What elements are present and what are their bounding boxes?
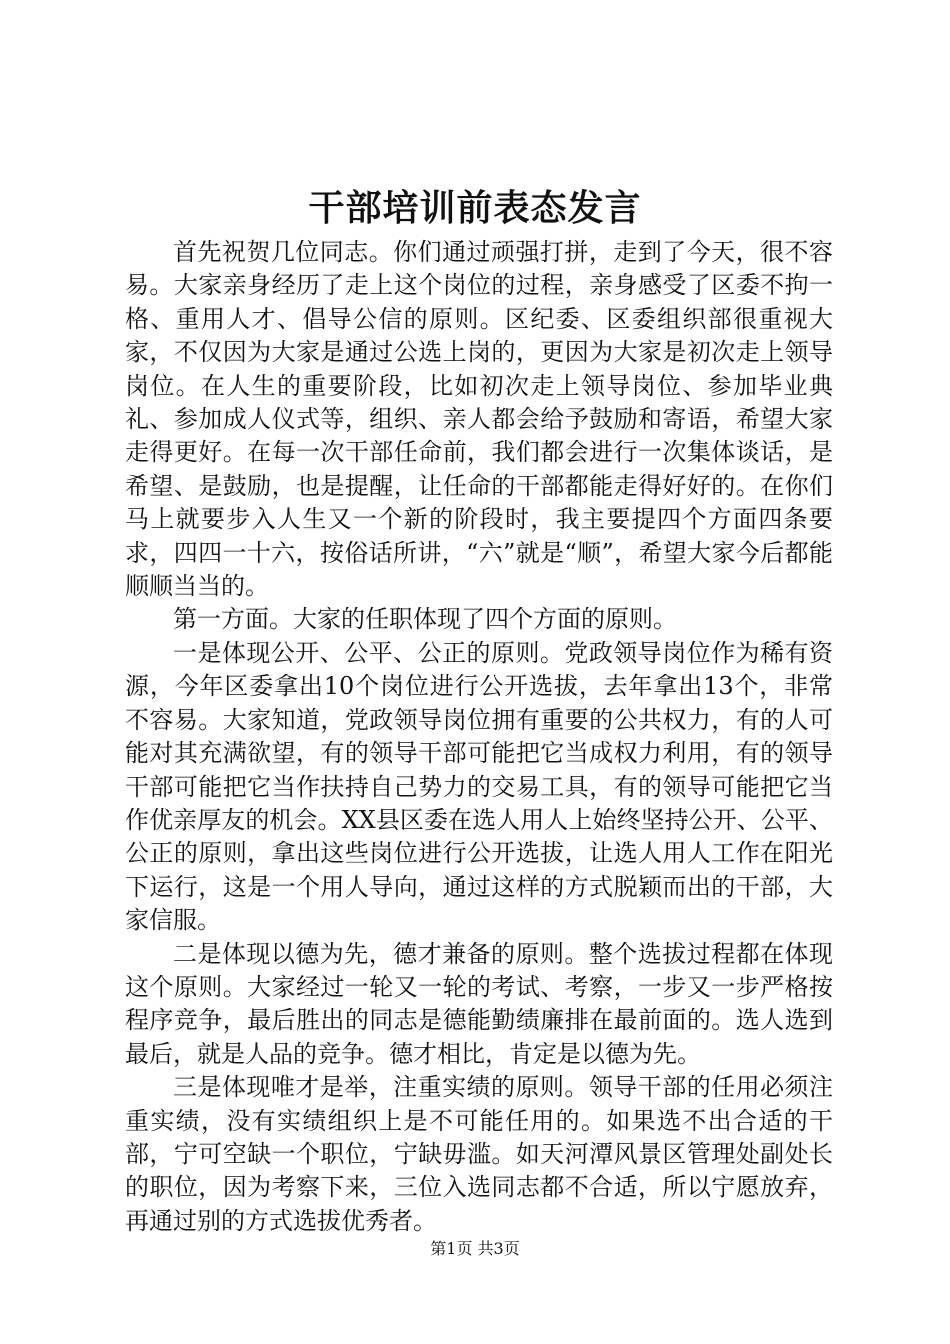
page-number-footer: 第1页 共3页 [430,1239,520,1258]
paragraph-intro: 首先祝贺几位同志。你们通过顽强打拼，走到了今天，很不容易。大家亲身经历了走上这个岗位的过程，亲身感受了区委不拘一格、重用人才、倡导公信的原则。区纪委、区委组织部很重视大家，不仅因为大家是通过公选上岗的，更因为大家是初次走上领导岗位。在人生的重要阶段，比如初次走上领导岗位、参加毕业典礼、参加成人仪式等，组织、亲人都会给予鼓励和寄语，希望大家走得更好。在每一次干部任命前，我们都会进行一次集体谈话，是希望、是鼓励，也是提醒，让任命的干部都能走得好好的。在你们马上就要步入人生又一个新的阶段时，我主要提四个方面四条要求，四四一十六，按俗话所讲，“六”就是“顺”，希望大家今后都能顺顺当当的。 [125,238,833,601]
paragraph-principle-two: 二是体现以德为先，德才兼备的原则。整个选拔过程都在体现这个原则。大家经过一轮又一轮的考试、考察，一步又一步严格按程序竞争，最后胜出的同志是德能勤绩廉排在最前面的。选人选到最后，就是人品的竞争。德才相比，肯定是以德为先。 [125,939,833,1068]
paragraph-section-one: 第一方面。大家的任职体现了四个方面的原则。 [173,605,677,634]
paragraph-principle-one: 一是体现公开、公平、公正的原则。党政领导岗位作为稀有资源，今年区委拿出10个岗位进行公开选拔，去年拿出13个，非常不容易。大家知道，党政领导岗位拥有重要的公共权力，有的人可能对其充满欲望，有的领导干部可能把它当成权力利用，有的领导干部可能把它当作扶持自己势力的交易工具，有的领导可能把它当作优亲厚友的机会。XX县区委在选人用人上始终坚持公开、公平、公正的原则，拿出这些岗位进行公开选拔，让选人用人工作在阳光下运行，这是一个用人导向，通过这样的方式脱颖而出的干部，大家信服。 [125,638,833,935]
document-title: 干部培训前表态发言 [308,187,642,229]
document-body [125,236,833,1238]
paragraph-principle-three: 三是体现唯才是举，注重实绩的原则。领导干部的任用必须注重实绩，没有实绩组织上是不可能任用的。如果选不出合适的干部，宁可空缺一个职位，宁缺毋滥。如天河潭风景区管理处副处长的职位，因为考察下来，三位入选同志都不合适，所以宁愿放弃，再通过别的方式选拔优秀者。 [125,1073,833,1235]
